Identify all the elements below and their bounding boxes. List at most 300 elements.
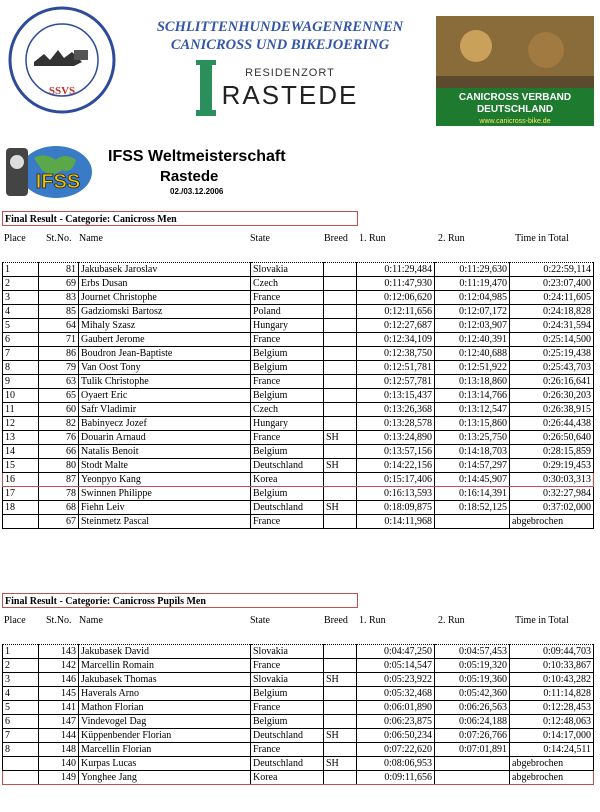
table-row: [3, 673, 594, 687]
cell-stno: 87: [39, 473, 79, 487]
cell-run2: 0:13:12,547: [435, 403, 510, 417]
cell-run2: 0:04:57,453: [435, 645, 510, 659]
cell-run1: 0:12:57,781: [357, 375, 435, 389]
cv-logo-line2: DEUTSCHLAND: [476, 104, 554, 115]
cell-total: 0:25:19,438: [510, 347, 594, 361]
cell-place: 7: [3, 729, 39, 743]
cell-state: France: [251, 701, 324, 715]
cell-run2: 0:13:14,766: [435, 389, 510, 403]
cell-stno: 66: [39, 445, 79, 459]
cell-breed: [324, 487, 357, 501]
cell-place: 15: [3, 459, 39, 473]
col-breed: Breed: [324, 233, 348, 244]
table-row: [3, 375, 594, 389]
table-row: [3, 715, 594, 729]
cell-total: 0:14:17,000: [510, 729, 594, 743]
cell-stno: 83: [39, 291, 79, 305]
cell-breed: [324, 305, 357, 319]
results-table-pupils: [2, 644, 594, 785]
cell-state: Slovakia: [251, 263, 324, 277]
cell-place: 10: [3, 389, 39, 403]
cell-run2: 0:05:19,320: [435, 659, 510, 673]
col-place: Place: [4, 233, 26, 244]
cell-name: Erbs Dusan: [79, 277, 251, 291]
cell-state: Slovakia: [251, 673, 324, 687]
rastede-big-text: RASTEDE: [221, 80, 359, 110]
col-name: Name: [79, 615, 103, 626]
table-row: [3, 473, 594, 487]
cell-place: 14: [3, 445, 39, 459]
table-row: [3, 659, 594, 673]
col-state: State: [250, 615, 270, 626]
cell-state: Czech: [251, 403, 324, 417]
cell-state: Slovakia: [251, 645, 324, 659]
cell-state: Belgium: [251, 445, 324, 459]
cell-breed: [324, 645, 357, 659]
cell-run1: 0:12:34,109: [357, 333, 435, 347]
cell-run1: 0:13:15,437: [357, 389, 435, 403]
cell-run2: 0:05:42,360: [435, 687, 510, 701]
cell-breed: [324, 333, 357, 347]
cell-name: Mathon Florian: [79, 701, 251, 715]
cell-run1: 0:06:23,875: [357, 715, 435, 729]
cell-place: 4: [3, 305, 39, 319]
cell-place: 2: [3, 659, 39, 673]
cell-stno: 82: [39, 417, 79, 431]
cell-run1: 0:05:14,547: [357, 659, 435, 673]
cell-state: Poland: [251, 305, 324, 319]
cell-name: Steinmetz Pascal: [79, 515, 251, 529]
cell-run2: 0:12:04,985: [435, 291, 510, 305]
cell-place: 6: [3, 715, 39, 729]
cell-place: 9: [3, 375, 39, 389]
cell-place: 1: [3, 645, 39, 659]
cell-stno: 60: [39, 403, 79, 417]
cell-breed: [324, 701, 357, 715]
col-breed: Breed: [324, 615, 348, 626]
cell-breed: SH: [324, 501, 357, 515]
cell-total: 0:26:44,438: [510, 417, 594, 431]
cell-breed: [324, 361, 357, 375]
cell-name: Haverals Arno: [79, 687, 251, 701]
cell-breed: [324, 291, 357, 305]
cell-total: 0:23:07,400: [510, 277, 594, 291]
cell-place: 8: [3, 743, 39, 757]
cell-breed: [324, 263, 357, 277]
results-table-men: [2, 262, 594, 529]
cv-logo-line1: CANICROSS VERBAND: [458, 92, 572, 103]
cell-place: 12: [3, 417, 39, 431]
event-header-title: [120, 18, 440, 54]
cell-stno: 67: [39, 515, 79, 529]
cell-state: Deutschland: [251, 459, 324, 473]
cell-stno: 142: [39, 659, 79, 673]
cell-name: Mihaly Szasz: [79, 319, 251, 333]
cell-name: Oyaert Eric: [79, 389, 251, 403]
cell-run1: 0:12:38,750: [357, 347, 435, 361]
cell-stno: 64: [39, 319, 79, 333]
table-row: [3, 403, 594, 417]
cell-name: Yonghee Jang: [79, 771, 251, 785]
cell-stno: 78: [39, 487, 79, 501]
cell-run1: 0:12:06,620: [357, 291, 435, 305]
cell-stno: 85: [39, 305, 79, 319]
cell-breed: [324, 771, 357, 785]
cell-run2: [435, 757, 510, 771]
cell-name: Safr Vladimir: [79, 403, 251, 417]
cell-stno: 86: [39, 347, 79, 361]
ifss-logo-text: IFSS: [35, 171, 81, 193]
col-total: Time in Total: [515, 233, 569, 244]
col-run2: 2. Run: [438, 233, 465, 244]
table-row: [3, 277, 594, 291]
cell-place: 11: [3, 403, 39, 417]
col-stno: St.No.: [46, 233, 72, 244]
cell-run2: 0:14:18,703: [435, 445, 510, 459]
cell-total: 0:26:38,915: [510, 403, 594, 417]
table-row: [3, 459, 594, 473]
cell-breed: [324, 515, 357, 529]
cell-run2: 0:07:01,891: [435, 743, 510, 757]
table-row: [3, 431, 594, 445]
cell-name: Tulik Christophe: [79, 375, 251, 389]
table-row: [3, 743, 594, 757]
cell-total: 0:26:50,640: [510, 431, 594, 445]
cell-state: Belgium: [251, 361, 324, 375]
cell-place: 2: [3, 277, 39, 291]
ifss-logo: [4, 144, 94, 200]
cell-run1: 0:13:28,578: [357, 417, 435, 431]
cell-stno: 149: [39, 771, 79, 785]
cell-name: Jakubasek David: [79, 645, 251, 659]
cell-place: 1: [3, 263, 39, 277]
cell-breed: [324, 445, 357, 459]
cell-breed: [324, 277, 357, 291]
cell-place: 4: [3, 687, 39, 701]
column-header-row-pupils: [0, 615, 596, 629]
category-title-pupils: Final Result - Categorie: Canicross Pupils Men: [2, 593, 358, 608]
col-stno: St.No.: [46, 615, 72, 626]
cell-stno: 65: [39, 389, 79, 403]
cell-run1: 0:11:29,484: [357, 263, 435, 277]
cell-state: Belgium: [251, 389, 324, 403]
cell-run2: 0:06:26,563: [435, 701, 510, 715]
club-logo-abbr: SSVS: [48, 85, 76, 97]
table-row: [3, 487, 594, 501]
cell-name: Marcellin Romain: [79, 659, 251, 673]
cell-name: Swinnen Philippe: [79, 487, 251, 501]
col-run2: 2. Run: [438, 615, 465, 626]
cell-state: Deutschland: [251, 501, 324, 515]
cell-stno: 147: [39, 715, 79, 729]
cell-run1: 0:16:13,593: [357, 487, 435, 501]
col-state: State: [250, 233, 270, 244]
cell-breed: SH: [324, 729, 357, 743]
cell-stno: 69: [39, 277, 79, 291]
cell-state: France: [251, 659, 324, 673]
cell-run1: 0:13:26,368: [357, 403, 435, 417]
cell-state: Czech: [251, 277, 324, 291]
cell-run1: 0:05:32,468: [357, 687, 435, 701]
cell-name: Yeonpyo Kang: [79, 473, 251, 487]
cell-run2: 0:18:52,125: [435, 501, 510, 515]
cell-total: 0:24:31,594: [510, 319, 594, 333]
table-row: [3, 333, 594, 347]
cell-place: [3, 771, 39, 785]
cell-state: Hungary: [251, 319, 324, 333]
cell-breed: [324, 319, 357, 333]
cell-name: Fiehn Leiv: [79, 501, 251, 515]
cell-stno: 146: [39, 673, 79, 687]
cell-total: 0:24:18,828: [510, 305, 594, 319]
cell-total: 0:22:59,114: [510, 263, 594, 277]
table-row: [3, 347, 594, 361]
cell-run2: 0:13:25,750: [435, 431, 510, 445]
cell-state: France: [251, 291, 324, 305]
cell-total: 0:29:19,453: [510, 459, 594, 473]
cell-place: 18: [3, 501, 39, 515]
cell-total: 0:12:48,063: [510, 715, 594, 729]
cell-name: Gaubert Jerome: [79, 333, 251, 347]
cell-breed: SH: [324, 459, 357, 473]
table-row: [3, 389, 594, 403]
cell-stno: 143: [39, 645, 79, 659]
column-header-row-men: [0, 233, 596, 247]
cell-total: abgebrochen: [510, 757, 594, 771]
cell-place: 13: [3, 431, 39, 445]
cell-total: 0:10:33,867: [510, 659, 594, 673]
cell-place: [3, 515, 39, 529]
cell-breed: [324, 375, 357, 389]
cell-state: France: [251, 375, 324, 389]
cell-total: 0:30:03,313: [510, 473, 594, 487]
cell-run1: 0:12:27,687: [357, 319, 435, 333]
event-date: 02./03.12.2006: [170, 187, 224, 196]
table-row: [3, 701, 594, 715]
cell-name: Journet Christophe: [79, 291, 251, 305]
cell-run1: 0:13:24,890: [357, 431, 435, 445]
cell-state: France: [251, 431, 324, 445]
cell-stno: 81: [39, 263, 79, 277]
event-header-line1: SCHLITTENHUNDEWAGENRENNEN: [156, 19, 404, 35]
cell-run1: 0:05:23,922: [357, 673, 435, 687]
cell-breed: [324, 659, 357, 673]
cell-breed: SH: [324, 757, 357, 771]
cell-stno: 140: [39, 757, 79, 771]
cell-breed: [324, 347, 357, 361]
table-row: [3, 361, 594, 375]
cell-run2: 0:13:18,860: [435, 375, 510, 389]
cell-total: 0:26:30,203: [510, 389, 594, 403]
cell-state: Hungary: [251, 417, 324, 431]
cell-breed: [324, 743, 357, 757]
cell-name: Kurpas Lucas: [79, 757, 251, 771]
cell-state: Deutschland: [251, 729, 324, 743]
cell-run2: 0:05:19,360: [435, 673, 510, 687]
cell-run2: 0:11:19,470: [435, 277, 510, 291]
cell-run2: 0:06:24,188: [435, 715, 510, 729]
cell-run1: 0:12:51,781: [357, 361, 435, 375]
cell-name: Vindevogel Dag: [79, 715, 251, 729]
cell-run1: 0:06:01,890: [357, 701, 435, 715]
cell-run2: [435, 771, 510, 785]
cell-total: 0:09:44,703: [510, 645, 594, 659]
cell-run2: 0:12:51,922: [435, 361, 510, 375]
event-header-line2: CANICROSS UND BIKEJOERING: [170, 37, 390, 53]
table-row: [3, 501, 594, 515]
cell-breed: [324, 417, 357, 431]
cell-run2: 0:07:26,766: [435, 729, 510, 743]
cell-name: Jakubasek Jaroslav: [79, 263, 251, 277]
cell-total: 0:14:24,511: [510, 743, 594, 757]
cell-stno: 79: [39, 361, 79, 375]
cell-state: France: [251, 515, 324, 529]
table-row: [3, 729, 594, 743]
cell-place: 17: [3, 487, 39, 501]
cell-run2: 0:13:15,860: [435, 417, 510, 431]
cell-stno: 80: [39, 459, 79, 473]
table-row: [3, 687, 594, 701]
cell-place: 7: [3, 347, 39, 361]
cell-name: Babinyecz Jozef: [79, 417, 251, 431]
col-run1: 1. Run: [359, 233, 386, 244]
table-row: [3, 445, 594, 459]
canicross-verband-logo: [436, 16, 594, 126]
cell-total: abgebrochen: [510, 515, 594, 529]
cell-total: abgebrochen: [510, 771, 594, 785]
cell-name: Küppenbender Florian: [79, 729, 251, 743]
rastede-small-text: RESIDENZORT: [245, 67, 335, 79]
cell-run2: 0:14:45,907: [435, 473, 510, 487]
cell-run1: 0:09:11,656: [357, 771, 435, 785]
cell-state: France: [251, 333, 324, 347]
cell-place: 3: [3, 291, 39, 305]
cell-name: Douarin Arnaud: [79, 431, 251, 445]
cell-place: 5: [3, 701, 39, 715]
col-place: Place: [4, 615, 26, 626]
cv-logo-url: www.canicross-bike.de: [479, 118, 551, 125]
cell-run1: 0:06:50,234: [357, 729, 435, 743]
col-run1: 1. Run: [359, 615, 386, 626]
cell-run1: 0:07:22,620: [357, 743, 435, 757]
table-row: [3, 263, 594, 277]
cell-breed: [324, 403, 357, 417]
cell-total: 0:11:14,828: [510, 687, 594, 701]
cell-name: Boudron Jean-Baptiste: [79, 347, 251, 361]
cell-breed: [324, 715, 357, 729]
cell-run1: 0:08:06,953: [357, 757, 435, 771]
cell-total: 0:25:14,500: [510, 333, 594, 347]
cell-state: Belgium: [251, 687, 324, 701]
cell-place: 8: [3, 361, 39, 375]
cell-state: France: [251, 743, 324, 757]
cell-stno: 141: [39, 701, 79, 715]
cell-run2: 0:12:40,391: [435, 333, 510, 347]
cell-place: 3: [3, 673, 39, 687]
rastede-logo: [186, 60, 376, 116]
cell-total: 0:24:11,605: [510, 291, 594, 305]
cell-stno: 71: [39, 333, 79, 347]
cell-place: 16: [3, 473, 39, 487]
table-row: [3, 771, 594, 785]
table-row: [3, 305, 594, 319]
cell-state: Belgium: [251, 715, 324, 729]
cell-breed: [324, 473, 357, 487]
table-row: [3, 757, 594, 771]
cell-state: Belgium: [251, 487, 324, 501]
cell-breed: [324, 389, 357, 403]
cell-run2: 0:12:40,688: [435, 347, 510, 361]
cell-run1: 0:13:57,156: [357, 445, 435, 459]
col-name: Name: [79, 233, 103, 244]
cell-place: 5: [3, 319, 39, 333]
cell-breed: SH: [324, 431, 357, 445]
category-title-men: Final Result - Categorie: Canicross Men: [2, 211, 358, 226]
col-total: Time in Total: [515, 615, 569, 626]
cell-stno: 68: [39, 501, 79, 515]
club-logo: [4, 6, 120, 114]
cell-total: 0:25:43,703: [510, 361, 594, 375]
cell-stno: 144: [39, 729, 79, 743]
cell-name: Stodt Malte: [79, 459, 251, 473]
cell-total: 0:28:15,859: [510, 445, 594, 459]
cell-breed: SH: [324, 673, 357, 687]
cell-run1: 0:15:17,406: [357, 473, 435, 487]
cell-place: [3, 757, 39, 771]
table-row: [3, 645, 594, 659]
event-location: Rastede: [160, 168, 219, 185]
cell-run2: 0:11:29,630: [435, 263, 510, 277]
cell-run2: 0:16:14,391: [435, 487, 510, 501]
cell-state: Korea: [251, 473, 324, 487]
table-row: [3, 417, 594, 431]
cell-name: Jakubasek Thomas: [79, 673, 251, 687]
table-row: [3, 291, 594, 305]
cell-stno: 76: [39, 431, 79, 445]
cell-name: Gadziomski Bartosz: [79, 305, 251, 319]
cell-total: 0:26:16,641: [510, 375, 594, 389]
cell-run1: 0:14:22,156: [357, 459, 435, 473]
cell-run1: 0:12:11,656: [357, 305, 435, 319]
cell-stno: 148: [39, 743, 79, 757]
cell-total: 0:37:02,000: [510, 501, 594, 515]
cell-run1: 0:14:11,968: [357, 515, 435, 529]
cell-stno: 145: [39, 687, 79, 701]
cell-state: Belgium: [251, 347, 324, 361]
cell-name: Van Oost Tony: [79, 361, 251, 375]
cell-run1: 0:18:09,875: [357, 501, 435, 515]
event-title: IFSS Weltmeisterschaft: [108, 148, 286, 165]
cell-total: 0:10:43,282: [510, 673, 594, 687]
cell-place: 6: [3, 333, 39, 347]
cell-run1: 0:11:47,930: [357, 277, 435, 291]
cell-run1: 0:04:47,250: [357, 645, 435, 659]
cell-state: Deutschland: [251, 757, 324, 771]
cell-run2: 0:12:03,907: [435, 319, 510, 333]
cell-run2: [435, 515, 510, 529]
cell-total: 0:12:28,453: [510, 701, 594, 715]
table-row: [3, 515, 594, 529]
cell-run2: 0:14:57,297: [435, 459, 510, 473]
cell-breed: [324, 687, 357, 701]
cell-run2: 0:12:07,172: [435, 305, 510, 319]
cell-total: 0:32:27,984: [510, 487, 594, 501]
cell-name: Natalis Benoit: [79, 445, 251, 459]
table-row: [3, 319, 594, 333]
cell-stno: 63: [39, 375, 79, 389]
cell-state: Korea: [251, 771, 324, 785]
cell-name: Marcellin Florian: [79, 743, 251, 757]
